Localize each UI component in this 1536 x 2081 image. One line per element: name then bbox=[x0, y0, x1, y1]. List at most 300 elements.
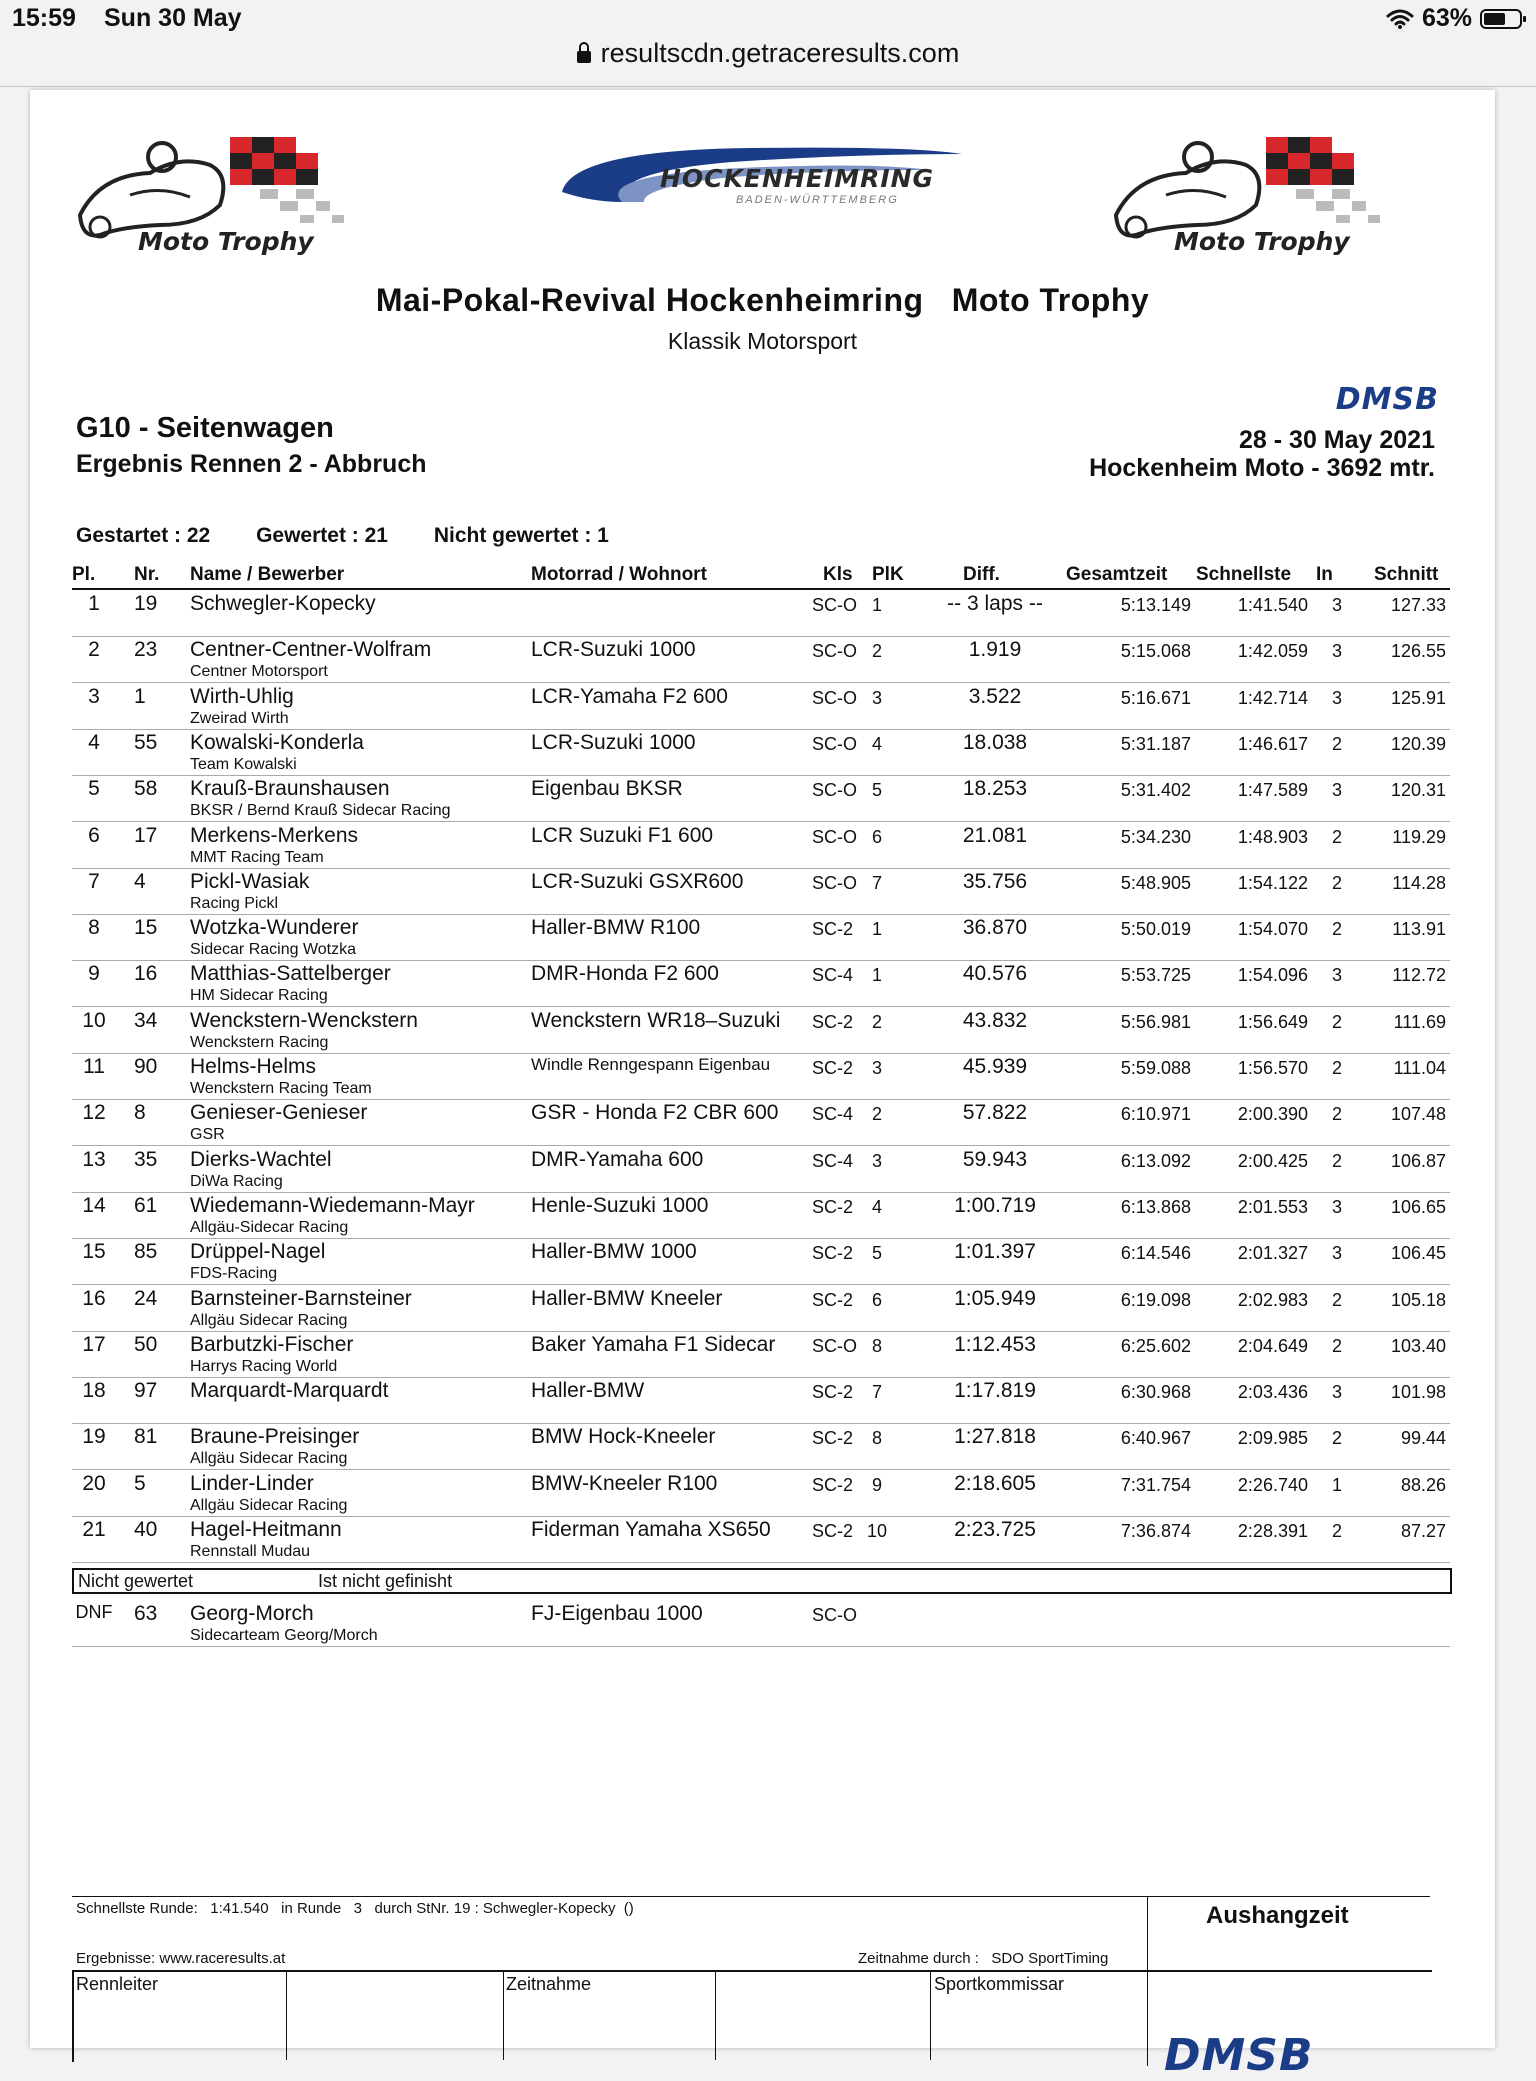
cell-gesamt: 6:14.546 bbox=[1120, 1243, 1191, 1264]
cell-plk: 2 bbox=[871, 1011, 882, 1032]
cell-nr: 17 bbox=[134, 823, 158, 847]
cell-team: MMT Racing Team bbox=[190, 848, 324, 866]
cell-nr: 97 bbox=[134, 1379, 158, 1403]
cell-pos: 16 bbox=[82, 1286, 106, 1310]
cell-schnellste: 1:46.617 bbox=[1237, 733, 1308, 754]
cell-plk: 5 bbox=[871, 1243, 882, 1264]
table-row bbox=[30, 868, 1495, 915]
cell-pos: 15 bbox=[82, 1240, 106, 1264]
sig-divider bbox=[715, 1970, 716, 2060]
cell-pos: 19 bbox=[82, 1425, 106, 1449]
cell-pos: 17 bbox=[82, 1332, 106, 1356]
cell-name: Barnsteiner-Barnsteiner bbox=[190, 1286, 412, 1310]
cell-schnitt: 107.48 bbox=[1390, 1104, 1446, 1125]
cell-pos: 14 bbox=[82, 1193, 106, 1217]
col-diff: Diff. bbox=[963, 564, 1000, 585]
hockenheimring-subline: BADEN-WÜRTTEMBERG bbox=[736, 194, 899, 206]
cell-team: Wenckstern Racing Team bbox=[190, 1080, 372, 1097]
cell-bike: LCR-Yamaha F2 600 bbox=[531, 684, 728, 708]
table-row bbox=[30, 960, 1495, 1007]
cell-plk: 3 bbox=[871, 1150, 882, 1171]
cell-bike: BMW-Kneeler R100 bbox=[531, 1471, 718, 1495]
cell-bike: DMR-Yamaha 600 bbox=[531, 1147, 704, 1171]
browser-url-bar[interactable] bbox=[0, 34, 1536, 87]
row-divider bbox=[72, 1562, 1450, 1563]
cell-diff: 2:23.725 bbox=[954, 1518, 1036, 1541]
cell-schnellste: 1:56.570 bbox=[1237, 1058, 1308, 1078]
cell-name: Drüppel-Nagel bbox=[190, 1240, 326, 1264]
cell-in: 1 bbox=[1331, 1474, 1342, 1495]
started-count: Gestartet : 22 bbox=[76, 524, 211, 547]
cell-gesamt: 6:10.971 bbox=[1120, 1104, 1191, 1125]
cell-name: Hagel-Heitmann bbox=[190, 1518, 342, 1541]
cell-in: 2 bbox=[1331, 1521, 1342, 1541]
cell-bike: Eigenbau BKSR bbox=[531, 777, 683, 801]
cell-nr: 1 bbox=[134, 684, 146, 708]
cell-plk: 3 bbox=[871, 1058, 882, 1078]
cell-nr: 16 bbox=[134, 962, 158, 986]
table-row bbox=[30, 1470, 1495, 1517]
cell-schnitt: 106.87 bbox=[1390, 1150, 1446, 1171]
table-row bbox=[30, 822, 1495, 869]
cell-team: Rennstall Mudau bbox=[190, 1543, 311, 1560]
cell-schnellste: 1:54.122 bbox=[1237, 872, 1308, 893]
cell-name: Krauß-Braunshausen bbox=[190, 777, 390, 801]
cell-bike: GSR - Honda F2 CBR 600 bbox=[531, 1101, 779, 1125]
cell-name: Dierks-Wachtel bbox=[190, 1147, 332, 1171]
cell-kls: SC-4 bbox=[812, 1104, 854, 1125]
cell-diff: 36.870 bbox=[962, 916, 1028, 940]
hockenheimring-wordmark: HOCKENHEIMRING bbox=[660, 164, 935, 193]
cell-nr: 15 bbox=[134, 916, 158, 940]
moto-trophy-logo-right bbox=[1106, 135, 1426, 275]
race-name: Ergebnis Rennen 2 - Abbruch bbox=[76, 450, 427, 478]
cell-diff: 18.038 bbox=[962, 730, 1028, 754]
cell-plk: 5 bbox=[871, 780, 882, 801]
col-schnellste: Schnellste bbox=[1196, 564, 1292, 585]
cell-in: 3 bbox=[1331, 1243, 1342, 1264]
cell-kls: SC-2 bbox=[812, 1382, 854, 1403]
cell-schnitt: 113.91 bbox=[1392, 919, 1446, 940]
cell-pos: 21 bbox=[82, 1518, 106, 1541]
col-nr: Nr. bbox=[134, 564, 160, 585]
cell-schnellste: 1:54.096 bbox=[1237, 965, 1308, 986]
cell-gesamt: 5:53.725 bbox=[1120, 965, 1191, 986]
cell-kls: SC-O bbox=[812, 1335, 857, 1356]
cell-team: Harrys Racing World bbox=[190, 1357, 338, 1375]
cell-in: 2 bbox=[1331, 1335, 1342, 1356]
cell-plk: 1 bbox=[871, 965, 882, 986]
cell-diff: 1:12.453 bbox=[954, 1332, 1036, 1356]
cell-diff: 59.943 bbox=[962, 1147, 1028, 1171]
cell-gesamt: 5:15.068 bbox=[1120, 641, 1191, 662]
cell-name: Genieser-Genieser bbox=[190, 1101, 368, 1125]
moto-trophy-wordmark: Moto Trophy bbox=[1174, 227, 1350, 256]
cell-team: HM Sidecar Racing bbox=[190, 987, 328, 1005]
cell-kls: SC-O bbox=[812, 872, 857, 893]
cell-team: Allgäu Sidecar Racing bbox=[190, 1311, 348, 1329]
not-classified-reason: Ist nicht gefinisht bbox=[318, 1571, 453, 1591]
cell-pos: 11 bbox=[83, 1055, 105, 1078]
cell-gesamt: 5:16.671 bbox=[1120, 687, 1191, 708]
cell-bike: Baker Yamaha F1 Sidecar bbox=[531, 1332, 776, 1356]
cell-gesamt: 5:56.981 bbox=[1120, 1011, 1191, 1032]
results-document bbox=[30, 90, 1495, 2081]
cell-schnellste: 2:01.327 bbox=[1237, 1243, 1308, 1264]
cell-plk: 1 bbox=[871, 595, 882, 615]
cell-nr: 58 bbox=[134, 777, 158, 801]
cell-pos: 13 bbox=[82, 1147, 106, 1171]
cell-name: Merkens-Merkens bbox=[190, 823, 359, 847]
cell-in: 2 bbox=[1331, 1058, 1342, 1078]
cell-bike: LCR-Suzuki 1000 bbox=[531, 638, 696, 662]
cell-gesamt: 6:19.098 bbox=[1120, 1289, 1191, 1310]
table-row bbox=[30, 1007, 1495, 1054]
cell-gesamt: 6:13.868 bbox=[1120, 1196, 1191, 1217]
cell-nr: 23 bbox=[134, 638, 158, 662]
cell-schnitt: 127.33 bbox=[1390, 595, 1446, 615]
table-row bbox=[30, 1099, 1495, 1146]
cell-pos: DNF bbox=[75, 1602, 113, 1622]
cell-schnellste: 2:00.425 bbox=[1237, 1150, 1308, 1171]
table-row bbox=[30, 1192, 1495, 1239]
cell-team: Sidecar Racing Wotzka bbox=[190, 941, 356, 959]
cell-kls: SC-2 bbox=[812, 1289, 854, 1310]
table-row bbox=[30, 1285, 1495, 1332]
sig-divider bbox=[286, 1970, 287, 2060]
cell-plk: 6 bbox=[871, 1289, 882, 1310]
cell-name: Kowalski-Konderla bbox=[190, 730, 364, 754]
cell-kls: SC-O bbox=[812, 595, 857, 615]
cell-nr: 24 bbox=[134, 1286, 158, 1310]
cell-diff: 18.253 bbox=[962, 777, 1028, 801]
col-gesamt: Gesamtzeit bbox=[1066, 564, 1168, 585]
col-name: Name / Bewerber bbox=[190, 564, 345, 585]
cell-schnitt: 112.72 bbox=[1392, 965, 1446, 986]
classified-count: Gewertet : 21 bbox=[256, 524, 388, 547]
cell-schnitt: 87.27 bbox=[1400, 1521, 1446, 1541]
event-dates: 28 - 30 May 2021 bbox=[1239, 426, 1435, 454]
cell-schnitt: 126.55 bbox=[1390, 641, 1446, 662]
cell-team: Centner Motorsport bbox=[190, 663, 328, 681]
cell-bike: LCR Suzuki F1 600 bbox=[531, 823, 714, 847]
cell-schnitt: 101.98 bbox=[1390, 1382, 1446, 1403]
event-title: Mai-Pokal-Revival Hockenheimring Moto Trophy bbox=[375, 282, 1150, 318]
cell-team: Wenckstern Racing bbox=[190, 1033, 329, 1051]
cell-schnitt: 120.39 bbox=[1390, 733, 1446, 754]
cell-gesamt: 7:36.874 bbox=[1120, 1521, 1191, 1541]
cell-pos: 7 bbox=[88, 869, 100, 893]
table-row bbox=[30, 590, 1495, 637]
col-schnitt: Schnitt bbox=[1374, 564, 1439, 585]
cell-plk: 1 bbox=[871, 919, 882, 940]
cell-diff: 2:18.605 bbox=[954, 1471, 1036, 1495]
cell-schnellste: 2:04.649 bbox=[1237, 1335, 1308, 1356]
cell-name: Wotzka-Wunderer bbox=[190, 916, 359, 940]
address-field[interactable] bbox=[577, 38, 960, 69]
table-row bbox=[30, 1600, 1495, 1647]
cell-kls: SC-2 bbox=[812, 1428, 854, 1449]
cell-gesamt: 6:40.967 bbox=[1120, 1428, 1191, 1449]
cell-schnitt: 119.29 bbox=[1392, 826, 1446, 847]
cell-plk: 4 bbox=[871, 733, 882, 754]
table-row bbox=[30, 1238, 1495, 1285]
cell-nr: 35 bbox=[134, 1147, 158, 1171]
cell-in: 2 bbox=[1331, 872, 1342, 893]
cell-nr: 55 bbox=[134, 730, 158, 754]
cell-schnellste: 1:48.903 bbox=[1237, 826, 1308, 847]
status-right bbox=[1386, 4, 1522, 33]
cell-in: 2 bbox=[1331, 826, 1342, 847]
cell-schnellste: 2:09.985 bbox=[1237, 1428, 1308, 1449]
cell-gesamt: 5:48.905 bbox=[1120, 872, 1191, 893]
cell-plk: 2 bbox=[871, 1104, 882, 1125]
col-in: In bbox=[1316, 564, 1333, 585]
cell-gesamt: 5:31.187 bbox=[1120, 733, 1191, 754]
cell-bike: LCR-Suzuki 1000 bbox=[531, 730, 696, 754]
cell-pos: 6 bbox=[88, 823, 100, 847]
cell-kls: SC-O bbox=[812, 641, 857, 662]
cell-kls: SC-2 bbox=[812, 1058, 854, 1078]
cell-schnitt: 120.31 bbox=[1390, 780, 1446, 801]
cell-schnitt: 106.45 bbox=[1390, 1243, 1446, 1264]
cell-bike: Haller-BMW bbox=[531, 1379, 645, 1403]
cell-diff: 1:27.818 bbox=[954, 1425, 1036, 1449]
cell-plk: 9 bbox=[871, 1474, 882, 1495]
cell-schnellste: 1:42.059 bbox=[1237, 641, 1308, 662]
cell-plk: 8 bbox=[871, 1335, 882, 1356]
moto-trophy-logo-left bbox=[70, 135, 390, 275]
col-pos: Pl. bbox=[72, 564, 96, 585]
not-classified-banner bbox=[72, 1568, 1452, 1594]
cell-plk: 4 bbox=[871, 1196, 882, 1217]
cell-plk: 3 bbox=[871, 687, 882, 708]
cell-kls: SC-4 bbox=[812, 965, 854, 986]
sportkommissar-label: Sportkommissar bbox=[934, 1974, 1065, 1994]
not-classified-label: Nicht gewertet bbox=[78, 1571, 194, 1591]
cell-schnellste: 2:28.391 bbox=[1237, 1521, 1308, 1541]
cell-diff: 1:05.949 bbox=[954, 1286, 1036, 1310]
cell-gesamt: 6:25.602 bbox=[1120, 1335, 1191, 1356]
cell-pos: 18 bbox=[82, 1379, 106, 1403]
cell-team: Allgäu-Sidecar Racing bbox=[190, 1218, 349, 1236]
wifi-icon bbox=[1386, 8, 1414, 30]
table-row bbox=[30, 1423, 1495, 1470]
cell-plk: 8 bbox=[871, 1428, 882, 1449]
url-text: resultscdn.getraceresults.com bbox=[600, 38, 960, 68]
not-classified-count: Nicht gewertet : 1 bbox=[433, 524, 609, 547]
cell-nr: 5 bbox=[134, 1471, 146, 1495]
rennleiter-label: Rennleiter bbox=[76, 1974, 159, 1994]
cell-pos: 10 bbox=[82, 1008, 106, 1032]
table-row bbox=[30, 683, 1495, 730]
cell-schnellste: 1:41.540 bbox=[1237, 595, 1308, 615]
cell-kls: SC-2 bbox=[812, 1243, 854, 1264]
status-bar bbox=[0, 0, 1536, 34]
cell-diff: 21.081 bbox=[962, 823, 1028, 847]
cell-name: Braune-Preisinger bbox=[190, 1425, 360, 1449]
cell-kls: SC-O bbox=[812, 687, 857, 708]
table-row bbox=[30, 1146, 1495, 1193]
cell-nr: 40 bbox=[134, 1518, 158, 1541]
fastest-lap-note: Schnellste Runde: 1:41.540 in Runde 3 durch StNr. 19 : Schwegler-Kopecky () bbox=[76, 1900, 634, 1917]
cell-plk: 2 bbox=[871, 641, 882, 662]
cell-schnellste: 2:03.436 bbox=[1237, 1382, 1308, 1403]
cell-schnitt: 114.28 bbox=[1392, 872, 1446, 893]
cell-team: Team Kowalski bbox=[190, 755, 297, 773]
cell-pos: 1 bbox=[88, 592, 100, 615]
cell-schnitt: 103.40 bbox=[1390, 1335, 1446, 1356]
cell-team: FDS-Racing bbox=[190, 1265, 278, 1283]
cell-diff: 43.832 bbox=[962, 1008, 1028, 1032]
cell-nr: 61 bbox=[134, 1193, 158, 1217]
table-row bbox=[30, 914, 1495, 961]
sig-divider bbox=[503, 1970, 504, 2060]
col-plk: PlK bbox=[872, 564, 904, 585]
cell-nr: 4 bbox=[134, 869, 146, 893]
moto-trophy-wordmark: Moto Trophy bbox=[138, 227, 314, 256]
cell-schnellste: 1:47.589 bbox=[1237, 780, 1308, 801]
cell-kls: SC-2 bbox=[812, 919, 854, 940]
cell-nr: 8 bbox=[134, 1101, 146, 1125]
cell-schnitt: 88.26 bbox=[1400, 1474, 1446, 1495]
cell-nr: 90 bbox=[134, 1055, 158, 1078]
cell-gesamt: 7:31.754 bbox=[1120, 1474, 1191, 1495]
cell-gesamt: 5:31.402 bbox=[1120, 780, 1191, 801]
cell-diff: 57.822 bbox=[962, 1101, 1028, 1125]
cell-bike: Fiderman Yamaha XS650 bbox=[531, 1518, 771, 1541]
cell-in: 3 bbox=[1331, 595, 1342, 615]
cell-bike: DMR-Honda F2 600 bbox=[531, 962, 719, 986]
cell-gesamt: 5:59.088 bbox=[1120, 1058, 1191, 1078]
cell-plk: 7 bbox=[871, 872, 882, 893]
cell-in: 2 bbox=[1331, 919, 1342, 940]
cell-pos: 3 bbox=[88, 684, 100, 708]
cell-pos: 4 bbox=[88, 730, 100, 754]
cell-name: Wenckstern-Wenckstern bbox=[190, 1008, 418, 1032]
hockenheimring-logo bbox=[552, 140, 972, 244]
cell-diff: 40.576 bbox=[962, 962, 1028, 986]
cell-bike: BMW Hock-Kneeler bbox=[531, 1425, 716, 1449]
cell-name: Linder-Linder bbox=[190, 1471, 314, 1495]
cell-team: BKSR / Bernd Krauß Sidecar Racing bbox=[190, 802, 451, 820]
cell-bike: Haller-BMW 1000 bbox=[531, 1240, 697, 1264]
cell-in: 3 bbox=[1331, 780, 1342, 801]
cell-in: 2 bbox=[1331, 1104, 1342, 1125]
cell-name: Helms-Helms bbox=[190, 1055, 316, 1078]
cell-team: Allgäu Sidecar Racing bbox=[190, 1496, 348, 1514]
cell-schnitt: 99.44 bbox=[1400, 1428, 1446, 1449]
sig-divider bbox=[930, 1970, 931, 2060]
cell-name: Pickl-Wasiak bbox=[190, 869, 310, 893]
cell-schnitt: 111.04 bbox=[1393, 1058, 1446, 1078]
cell-pos: 9 bbox=[88, 962, 100, 986]
cell-name: Schwegler-Kopecky bbox=[190, 592, 376, 615]
dmsb-logo-footer: DMSB bbox=[1164, 2030, 1314, 2081]
cell-schnellste: 2:01.553 bbox=[1237, 1196, 1308, 1217]
results-website: Ergebnisse: www.raceresults.at bbox=[76, 1950, 286, 1967]
status-date: Sun 30 May bbox=[104, 4, 242, 32]
cell-bike: Henle-Suzuki 1000 bbox=[531, 1193, 709, 1217]
cell-schnellste: 1:54.070 bbox=[1237, 919, 1308, 940]
cell-team: GSR bbox=[190, 1126, 225, 1144]
cell-in: 2 bbox=[1331, 1289, 1342, 1310]
cell-bike: FJ-Eigenbau 1000 bbox=[531, 1602, 703, 1625]
table-row bbox=[30, 1331, 1495, 1378]
battery-percent: 63% bbox=[1421, 4, 1472, 32]
event-venue: Hockenheim Moto - 3692 mtr. bbox=[1089, 454, 1435, 482]
cell-diff: -- 3 laps -- bbox=[947, 592, 1043, 615]
cell-in: 2 bbox=[1331, 1428, 1342, 1449]
cell-plk: 7 bbox=[871, 1382, 882, 1403]
cell-kls: SC-2 bbox=[812, 1196, 854, 1217]
cell-name: Barbutzki-Fischer bbox=[190, 1332, 354, 1356]
col-kls: Kls bbox=[823, 564, 853, 585]
cell-nr: 50 bbox=[134, 1332, 158, 1356]
cell-in: 3 bbox=[1331, 641, 1342, 662]
event-subtitle: Klassik Motorsport bbox=[667, 328, 858, 354]
cell-pos: 20 bbox=[82, 1471, 106, 1495]
cell-bike: Haller-BMW Kneeler bbox=[531, 1286, 723, 1310]
cell-in: 2 bbox=[1331, 1011, 1342, 1032]
footer-divider bbox=[72, 1896, 1430, 1897]
cell-diff: 1:01.397 bbox=[954, 1240, 1036, 1264]
entry-counts bbox=[76, 524, 649, 548]
cell-schnitt: 105.18 bbox=[1390, 1289, 1446, 1310]
cell-plk: 10 bbox=[866, 1521, 888, 1541]
cell-bike: Windle Renngespann Eigenbau bbox=[531, 1055, 771, 1074]
cell-kls: SC-2 bbox=[812, 1521, 854, 1541]
cell-nr: 85 bbox=[134, 1240, 158, 1264]
cell-kls: SC-O bbox=[812, 780, 857, 801]
cell-name: Centner-Centner-Wolfram bbox=[190, 638, 432, 662]
cell-in: 3 bbox=[1331, 965, 1342, 986]
cell-kls: SC-4 bbox=[812, 1150, 854, 1171]
cell-diff: 35.756 bbox=[962, 869, 1028, 893]
cell-nr: 19 bbox=[134, 592, 158, 615]
cell-diff: 45.939 bbox=[962, 1055, 1028, 1078]
cell-schnellste: 1:42.714 bbox=[1237, 687, 1308, 708]
cell-nr: 81 bbox=[134, 1425, 158, 1449]
cell-pos: 8 bbox=[88, 916, 100, 940]
cell-kls: SC-O bbox=[812, 1605, 857, 1625]
aushangzeit-label: Aushangzeit bbox=[1206, 1902, 1349, 1929]
cell-schnellste: 2:02.983 bbox=[1237, 1289, 1308, 1310]
cell-in: 3 bbox=[1331, 687, 1342, 708]
cell-pos: 2 bbox=[88, 638, 100, 662]
table-row bbox=[30, 636, 1495, 683]
cell-in: 2 bbox=[1331, 1150, 1342, 1171]
table-row bbox=[30, 1516, 1495, 1563]
cell-nr: 34 bbox=[134, 1008, 158, 1032]
cell-name: Wiedemann-Wiedemann-Mayr bbox=[190, 1193, 475, 1217]
cell-team: Racing Pickl bbox=[190, 894, 279, 912]
cell-kls: SC-2 bbox=[812, 1474, 854, 1495]
cell-name: Georg-Morch bbox=[190, 1602, 314, 1625]
table-row bbox=[30, 1377, 1495, 1424]
cell-schnitt: 111.69 bbox=[1393, 1011, 1446, 1032]
table-row bbox=[30, 775, 1495, 822]
cell-kls: SC-2 bbox=[812, 1011, 854, 1032]
cell-gesamt: 5:34.230 bbox=[1120, 826, 1191, 847]
status-time: 15:59 bbox=[12, 4, 76, 32]
cell-diff: 3.522 bbox=[968, 684, 1022, 708]
cell-gesamt: 5:13.149 bbox=[1120, 595, 1191, 615]
cell-in: 3 bbox=[1331, 1196, 1342, 1217]
lock-icon bbox=[577, 51, 591, 63]
cell-team: Zweirad Wirth bbox=[190, 709, 289, 727]
cell-team: Sidecarteam Georg/Morch bbox=[190, 1627, 378, 1644]
